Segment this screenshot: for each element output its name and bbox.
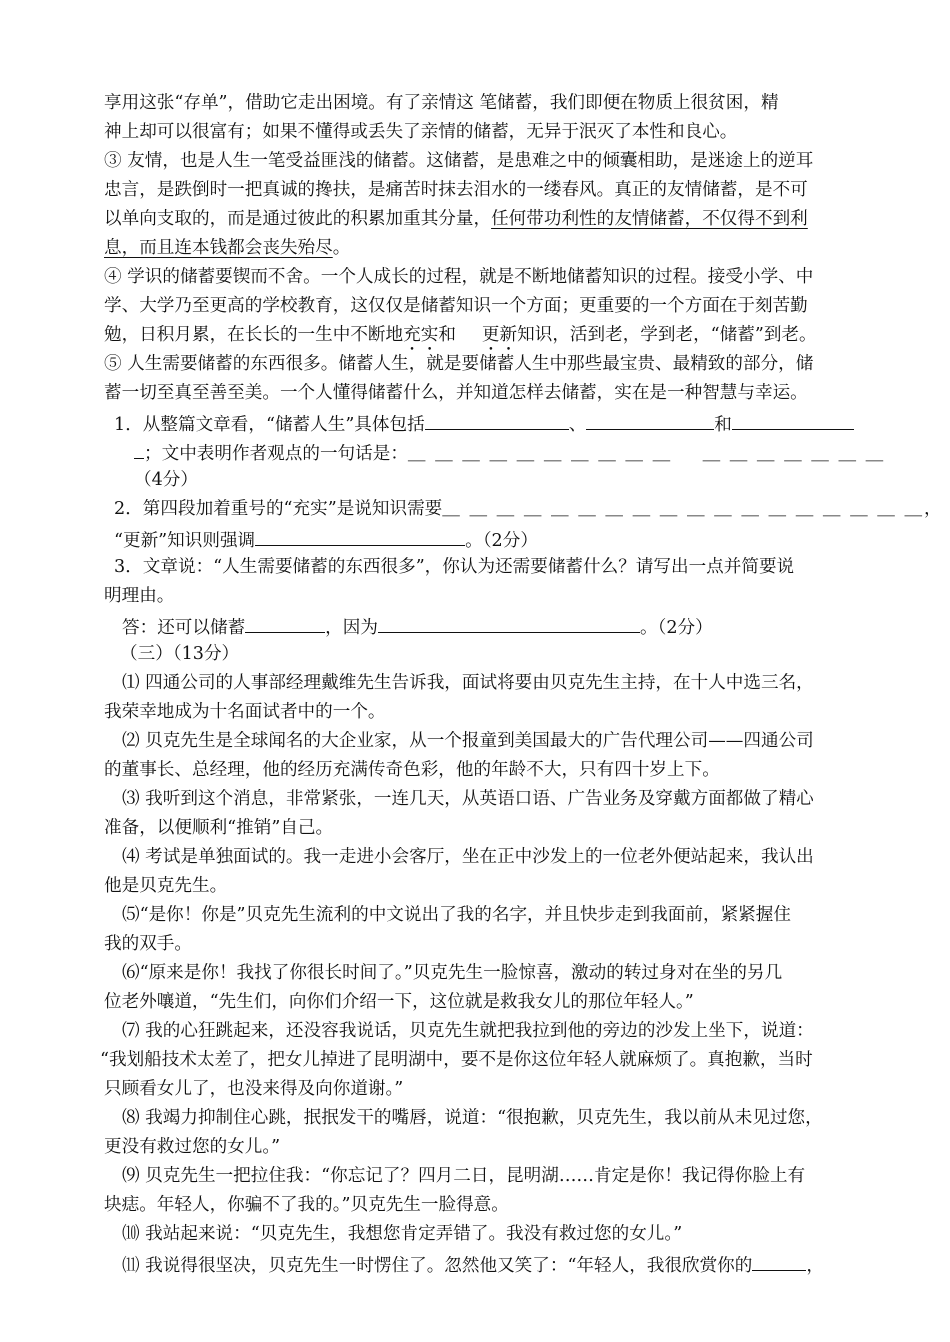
emphasis-chongshi: 充实 <box>403 325 439 345</box>
story-line: 准备，以便顺利“推销”自己。 <box>104 818 334 838</box>
story-paragraph-9: ⑼ 贝克先生一把拉住我：“你忘记了？四月二日，昆明湖……肯定是你！我记得你脸上有 <box>122 1166 806 1186</box>
separator: ， <box>924 499 942 519</box>
story-line: 位老外嚷道，“先生们，向你们介绍一下，这位就是救我女儿的那位年轻人。” <box>104 992 694 1012</box>
section-3-heading: （三）（13分） <box>120 644 240 664</box>
story-text: ⑾ 我说得很坚决，贝克先生一时愣住了。忽然他又笑了：“年轻人，我很欣赏你的 <box>122 1256 753 1276</box>
story-line: 只顾看女儿了，也没来得及向你道谢。” <box>104 1079 404 1099</box>
paragraph-5-summary: ⑤ 人生需要储蓄的东西很多。储蓄人生，就是要储蓄人生中那些最宝贵、最精致的部分，储 <box>104 354 814 374</box>
story-paragraph-1: ⑴ 四通公司的人事部经理戴维先生告诉我，面试将要由贝克先生主持，在十人中选三名， <box>122 673 814 693</box>
story-line: 我荣幸地成为十名面试者中的一个。 <box>104 702 386 722</box>
story-paragraph-11 <box>122 1252 824 1276</box>
question-text: 。（2分） <box>639 618 713 638</box>
answer-blank[interactable] <box>752 1252 806 1271</box>
answer-blank[interactable] <box>245 614 325 633</box>
story-paragraph-7: ⑺ 我的心狂跳起来，还没容我说话，贝克先生就把我拉到他的旁边的沙发上坐下，说道： <box>122 1021 814 1041</box>
passage-line <box>104 237 350 261</box>
answer-blank[interactable] <box>134 440 144 459</box>
paragraph-4-knowledge: ④ 学识的储蓄要锲而不舍。一个人成长的过程，就是不断地储蓄知识的过程。接受小学、中 <box>104 267 814 287</box>
answer-blank[interactable] <box>732 411 854 430</box>
question-text: ；文中表明作者观点的一句话是： <box>144 444 408 464</box>
answer-blank[interactable] <box>425 411 569 430</box>
question-text: 1．从整篇文章看，“储蓄人生”具体包括 <box>114 415 425 435</box>
separator: 和 <box>714 415 732 435</box>
answer-blank[interactable] <box>378 614 640 633</box>
text-segment: 勉，日积月累，在长长的一生中不断地 <box>104 325 404 345</box>
story-paragraph-2: ⑵ 贝克先生是全球闻名的大企业家，从一个报童到美国最大的广告代理公司——四通公司 <box>122 731 814 751</box>
question-3: 3．文章说：“人生需要储蓄的东西很多”，你认为还需要储蓄什么？请写出一点并简要说 <box>114 557 795 577</box>
passage-line: 享用这张“存单”，借助它走出困境。有了亲情这 笔储蓄，我们即便在物质上很贫困，精 <box>104 93 779 113</box>
question-1 <box>114 411 854 435</box>
answer-dashes[interactable]: ＿ ＿ ＿ ＿ ＿ ＿ ＿ ＿ ＿ ＿ ＿ ＿ ＿ ＿ ＿ ＿ ＿ <box>407 444 886 464</box>
passage-line: 蓄一切至真至善至美。一个人懂得储蓄什么，并知道怎样去储蓄，实在是一种智慧与幸运。 <box>104 383 808 403</box>
text-segment: 。 <box>332 238 351 258</box>
question-2 <box>114 498 942 522</box>
question-1-score: （4分） <box>134 470 198 490</box>
text-segment: 知识，活到老，学到老，“储蓄”到老。 <box>517 325 817 345</box>
question-2-cont <box>114 527 538 551</box>
emphasis-gengxin: 更新 <box>481 325 518 345</box>
question-text: “更新”知识则强调 <box>114 531 256 551</box>
story-paragraph-6: ⑹“原来是你！我找了你很长时间了。”贝克先生一脸惊喜，激动的转过身对在坐的另几 <box>122 963 783 983</box>
story-line: 块痣。年轻人，你骗不了我的。”贝克先生一脸得意。 <box>104 1195 509 1215</box>
passage-line <box>104 208 808 232</box>
underlined-sentence: 息，而且连本钱都会丧失殆尽 <box>104 238 333 258</box>
answer-line <box>122 614 713 638</box>
question-text: ，因为 <box>325 618 378 638</box>
story-line: 我的双手。 <box>104 934 192 954</box>
story-paragraph-4: ⑷ 考试是单独面试的。我一走进小会客厅，坐在正中沙发上的一位老外便站起来，我认出 <box>122 847 814 867</box>
question-text: 答：还可以储蓄 <box>122 618 246 638</box>
story-line: 他是贝克先生。 <box>104 876 228 896</box>
story-line: 的董事长、总经理，他的经历充满传奇色彩，他的年龄不大，只有四十岁上下。 <box>104 760 720 780</box>
passage-line: 忠言，是跌倒时一把真诚的搀扶，是痛苦时抹去泪水的一缕春风。真正的友情储蓄，是不可 <box>104 180 808 200</box>
text-segment: 以单向支取的，而是通过彼此的积累加重其分量， <box>104 209 492 229</box>
answer-dashes[interactable]: ＿ ＿ ＿ ＿ ＿ ＿ ＿ ＿ ＿ ＿ ＿ ＿ ＿ ＿ ＿ ＿ ＿ ＿ <box>442 499 925 519</box>
text-segment: 和 <box>438 325 456 345</box>
paragraph-3-friendship: ③ 友情，也是人生一笔受益匪浅的储蓄。这储蓄，是患难之中的倾囊相助，是迷途上的逆耳 <box>104 151 814 171</box>
question-text: 2．第四段加着重号的“充实”是说知识需要 <box>114 499 443 519</box>
question-3-cont: 明理由。 <box>104 586 175 606</box>
question-text: 。（2分） <box>465 531 538 551</box>
separator: 、 <box>568 415 587 435</box>
story-line: 更没有救过您的女儿。” <box>104 1137 281 1157</box>
passage-line <box>104 324 817 348</box>
passage-line: 学、大学乃至更高的学校教育，这仅仅是储蓄知识一个方面；更重要的一个方面在于刻苦勤 <box>104 296 808 316</box>
story-line: “我划船技术太差了，把女儿掉进了昆明湖中，要不是你这位年轻人就麻烦了。真抱歉，当时 <box>100 1050 813 1070</box>
passage-line: 神上却可以很富有；如果不懂得或丢失了亲情的储蓄，无异于泯灭了本性和良心。 <box>104 122 738 142</box>
story-paragraph-5: ⑸“是你！你是”贝克先生流利的中文说出了我的名字，并且快步走到我面前，紧紧握住 <box>122 905 791 925</box>
story-paragraph-8: ⑻ 我竭力抑制住心跳，抿抿发干的嘴唇，说道：“很抱歉，贝克先生，我以前从未见过您， <box>122 1108 823 1128</box>
answer-blank[interactable] <box>586 411 714 430</box>
story-paragraph-10: ⑽ 我站起来说：“贝克先生，我想您肯定弄错了。我没有救过您的女儿。” <box>122 1224 683 1244</box>
underlined-sentence: 任何带功利性的友情储蓄，不仅得不到利 <box>491 209 808 229</box>
answer-blank[interactable] <box>255 527 465 546</box>
question-1-cont <box>134 440 885 464</box>
story-paragraph-3: ⑶ 我听到这个消息，非常紧张，一连几天，从英语口语、广告业务及穿戴方面都做了精心 <box>122 789 814 809</box>
separator: ， <box>806 1256 824 1276</box>
